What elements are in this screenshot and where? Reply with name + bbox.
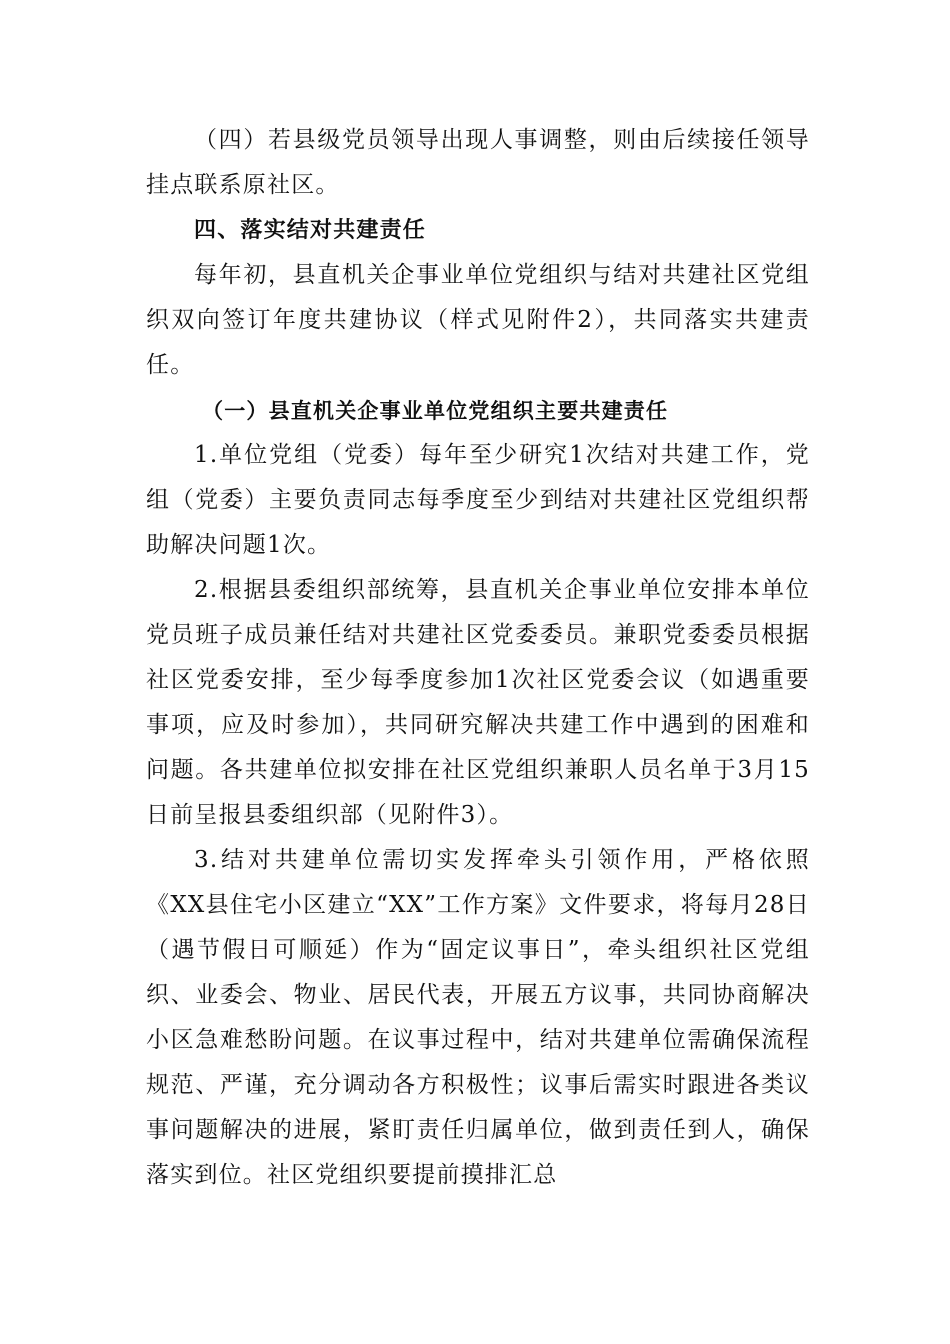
subsection-heading-unit-duties: （一）县直机关企事业单位党组织主要共建责任 xyxy=(202,398,669,423)
section-heading-responsibility: 四、落实结对共建责任 xyxy=(194,218,427,243)
paragraph-annual-agreement: 每年初，县直机关企事业单位党组织与结对共建社区党组织双向签订年度共建协议（样式见附件2），共同落实共建责任。 xyxy=(146,262,810,378)
paragraph-leader-adjustment: （四）若县级党员领导出现人事调整，则由后续接任领导挂点联系原社区。 xyxy=(146,127,810,198)
paragraph-item-1: 1.单位党组（党委）每年至少研究1次结对共建工作，党组（党委）主要负责同志每季度至少到结对共建社区党组织帮助解决问题1次。 xyxy=(146,442,810,558)
paragraph-item-2: 2.根据县委组织部统筹，县直机关企事业单位安排本单位党员班子成员兼任结对共建社区党委委员。兼职党委委员根据社区党委安排，至少每季度参加1次社区党委会议（如遇重要事项，应及时参加），共同研究解决共建工作中遇到的困难和问题。各共建单位拟安排在社区党组织兼职人员名单于3月15日前呈报县委组织部（见附件3）。 xyxy=(146,577,810,828)
document-page xyxy=(146,118,810,1198)
paragraph-item-3: 3.结对共建单位需切实发挥牵头引领作用，严格依照《XX县住宅小区建立“XX”工作方案》文件要求，将每月28日（遇节假日可顺延）作为“固定议事日”，牵头组织社区党组织、业委会、物业、居民代表，开展五方议事，共同协商解决小区急难愁盼问题。在议事过程中，结对共建单位需确保流程规范、严谨，充分调动各方积极性；议事后需实时跟进各类议事问题解决的进展，紧盯责任归属单位，做到责任到人，确保落实到位。社区党组织要提前摸排汇总 xyxy=(146,847,810,1188)
